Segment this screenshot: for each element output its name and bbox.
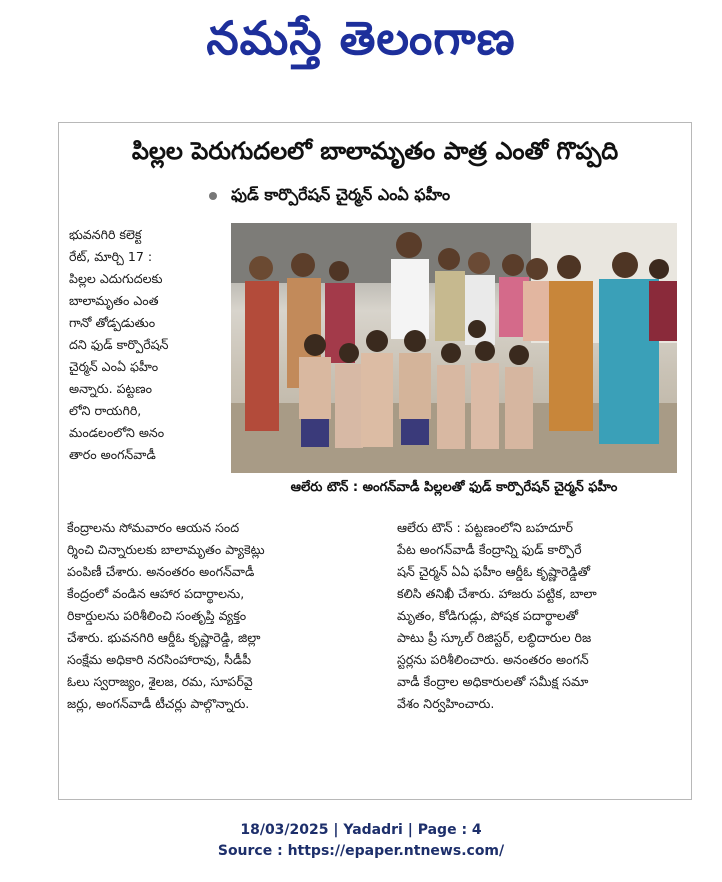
text-line: మృతం, కోడిగుడ్లు, పోషక పదార్థాలతో xyxy=(397,608,578,623)
text-line: గానో తోడ్పడుతుం xyxy=(69,315,156,330)
text-line: పంపిణీ చేశారు. అనంతరం అంగన్‌వాడీ xyxy=(67,564,255,579)
text-line: చైర్మన్ ఎంఏ ఫహీం xyxy=(69,359,159,374)
text-line: స్టర్లను పరిశీలించారు. అనంతరం అంగన్ xyxy=(397,652,589,667)
news-clipping xyxy=(58,122,692,800)
text-line: భువనగిరి కలెక్ట xyxy=(69,227,142,242)
footer xyxy=(0,820,722,862)
lead-column xyxy=(69,224,227,466)
text-line: వాడీ కేంద్రాల అధికారులతో సమీక్ష సమా xyxy=(397,674,589,689)
text-line: కలిసి తనిఖీ చేశారు. హాజరు పట్టిక, బాలా xyxy=(397,586,597,601)
text-line: అన్నారు. పట్టణం xyxy=(69,381,153,396)
text-line: జర్లు, అంగన్‌వాడీ టీచర్లు పాల్గొన్నారు. xyxy=(67,696,250,711)
text-line: మండలంలోని అనం xyxy=(69,425,165,440)
text-line: రేట్, మార్చి 17 : xyxy=(69,249,153,264)
text-line: రికార్డులను పరిశీలించి సంతృప్తి వ్యక్తం xyxy=(67,608,247,623)
masthead xyxy=(0,0,722,76)
text-line: కేంద్రాలను సోమవారం ఆయన సంద xyxy=(67,520,240,535)
text-line: ఆలేరు టౌన్ : పట్టణంలోని బహదూర్ xyxy=(397,520,573,535)
text-line: షన్ చైర్మన్ ఏఏ ఫహీం ఆర్డీఓ కృష్ణారెడ్డితో xyxy=(397,564,591,579)
article-headline: పిల్లల పెరుగుదలలో బాలామృతం పాత్ర ఎంతో గొప్పది xyxy=(131,137,619,165)
text-line: దని ఫుడ్ కార్పొరేషన్ xyxy=(69,337,169,352)
text-line: పాటు ప్రీ స్కూల్ రిజిస్టర్, లబ్ధిదారుల రిజ xyxy=(397,630,592,645)
text-line: బాలామృతం ఎంత xyxy=(69,293,159,308)
body-right-column xyxy=(397,517,685,715)
group-photo-illustration xyxy=(231,223,677,473)
text-line: లోని రాయగిరి, xyxy=(69,403,142,418)
body-left-column xyxy=(67,517,385,715)
bullet-icon xyxy=(209,192,217,200)
article-subhead xyxy=(209,185,669,208)
text-line: పిల్లల ఎదుగుదలకు xyxy=(69,271,163,286)
text-line: ర్శించి చిన్నారులకు బాలామృతం ప్యాకెట్లు xyxy=(67,542,265,557)
text-line: తారం అంగన్‌వాడీ xyxy=(69,447,156,462)
text-line: ఓలు స్వరాజ్యం, శైలజ, రమ, సూపర్‌వై xyxy=(67,674,253,689)
masthead-title: నమస్తే తెలంగాణ xyxy=(206,11,516,65)
text-line: సంక్షేమ అధికారి నరసింహారావు, సీడీపీ xyxy=(67,652,252,667)
text-line: పేట అంగన్‌వాడీ కేంద్రాన్ని ఫుడ్ కార్పొరే xyxy=(397,542,582,557)
footer-date-line: 18/03/2025 | Yadadri | Page : 4 xyxy=(240,822,482,838)
text-line: వేశం నిర్వహించారు. xyxy=(397,696,495,711)
text-line: చేశారు. భువనగిరి ఆర్డీఓ కృష్ణారెడ్డి, జిల్లా xyxy=(67,630,261,645)
subhead-text: ఫుడ్ కార్పొరేషన్ చైర్మన్ ఎంఏ ఫహీం xyxy=(231,185,451,204)
text-line: కేంద్రంలో వండిన ఆహార పదార్థాలను, xyxy=(67,586,245,601)
footer-source-link[interactable]: Source : https://epaper.ntnews.com/ xyxy=(217,843,505,859)
article-photo xyxy=(231,223,677,473)
photo-caption: ఆలేరు టౌన్ : అంగన్‌వాడీ పిల్లలతో ఫుడ్ కార్పొరేషన్ చైర్మన్ ఫహీం xyxy=(231,475,677,501)
